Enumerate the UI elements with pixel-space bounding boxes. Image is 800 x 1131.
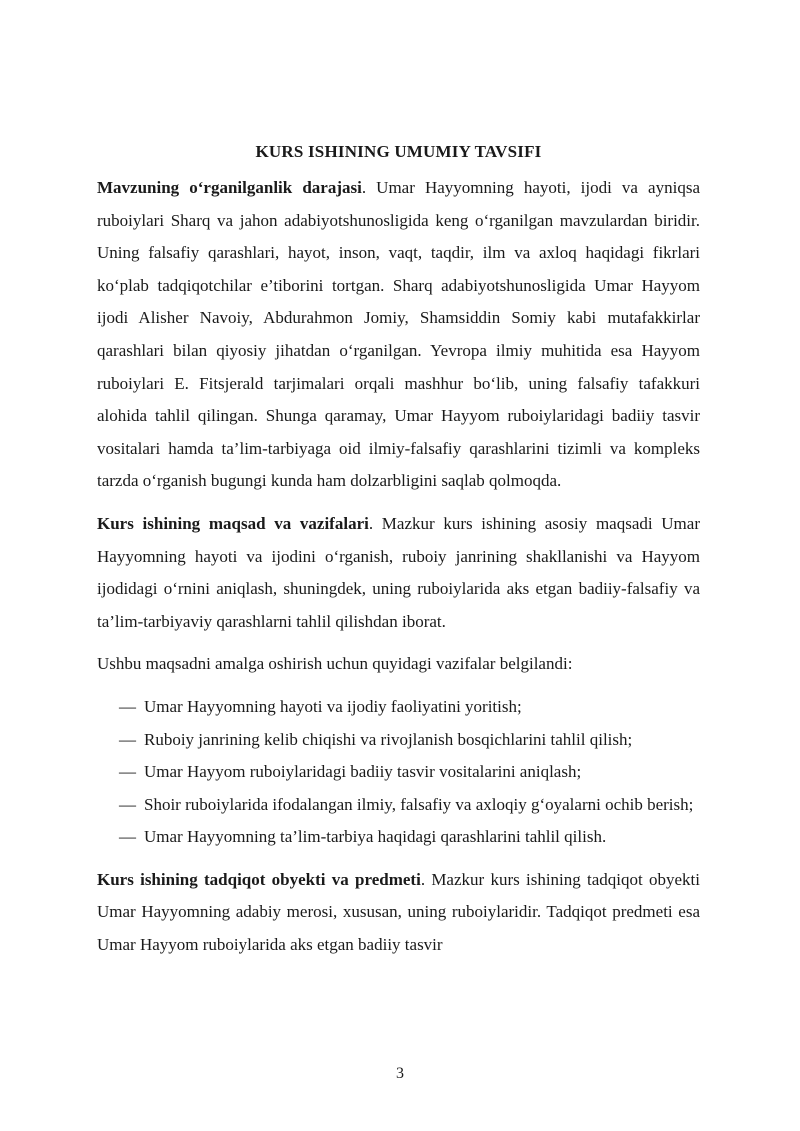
dash-bullet: — xyxy=(119,827,136,847)
paragraph-object xyxy=(97,864,700,962)
list-item xyxy=(97,821,700,854)
document-title: KURS ISHINING UMUMIY TAVSIFI xyxy=(255,142,542,161)
tasks-intro: Ushbu maqsadni amalga oshirish uchun quyidagi vazifalar belgilandi: xyxy=(97,654,573,674)
section-heading-goals: Kurs ishining maqsad va vazifalari xyxy=(97,513,369,533)
document-page xyxy=(97,140,700,972)
dash-bullet: — xyxy=(119,794,136,814)
section-heading-object: Kurs ishining tadqiqot obyekti va predmeti xyxy=(97,869,421,889)
list-item xyxy=(97,789,700,822)
task-list xyxy=(97,691,700,854)
dash-bullet: — xyxy=(119,696,136,716)
list-item xyxy=(97,756,700,789)
paragraph-text: . Mazkur kurs ishining asosiy maqsadi Umar Hayyomning hayoti va ijodini o‘rganish, ruboiy janrining shakllanishi va Hayyom ijodidagi o‘rnini aniqlash, shuningdek, uning ruboiylarida aks etgan badiiy-falsafiy va ta’lim-tarbiyaviy qarashlarni tahlil qilishdan iborat. xyxy=(97,513,700,631)
dash-bullet: — xyxy=(119,762,136,782)
list-item-text: Shoir ruboiylarida ifodalangan ilmiy, falsafiy va axloqiy g‘oyalarni ochib berish; xyxy=(144,794,694,814)
paragraph-goals xyxy=(97,508,700,638)
page-number: 3 xyxy=(396,1065,404,1082)
list-item-text: Ruboiy janrining kelib chiqishi va rivojlanish bosqichlarini tahlil qilish; xyxy=(144,729,633,749)
paragraph-study-degree xyxy=(97,172,700,498)
list-item xyxy=(97,724,700,757)
list-item-text: Umar Hayyom ruboiylaridagi badiiy tasvir vositalarini aniqlash; xyxy=(144,762,582,782)
list-item xyxy=(97,691,700,724)
paragraph-text: . Umar Hayyomning hayoti, ijodi va ayniqsa ruboiylari Sharq va jahon adabiyotshunosligida keng o‘rganilgan mavzulardan biridir. Uning falsafiy qarashlari, hayot, inson, vaqt, taqdir, ilm va axloq haqidagi fikrlari ko‘plab tadqiqotchilar e’tiborini tortgan. Sharq adabiyotshunosligida Umar Hayyom ijodi Alisher Navoiy, Abdurahmon Jomiy, Shamsiddin Somiy kabi mutafakkirlar qarashlari bilan qiyosiy jihatdan o‘rganilgan. Yevropa ilmiy muhitida esa Hayyom ruboiylari E. Fitsjerald tarjimalari orqali mashhur bo‘lib, uning falsafiy tafakkuri alohida tahlil qilingan. Shunga qaramay, Umar Hayyom ruboiylaridagi badiiy tasvir vositalari hamda ta’lim-tarbiyaga oid ilmiy-falsafiy qarashlarini tizimli va kompleks tarzda o‘rganish bugungi kunda ham dolzarbligini saqlab qolmoqda. xyxy=(97,178,700,491)
dash-bullet: — xyxy=(119,729,136,749)
list-item-text: Umar Hayyomning hayoti va ijodiy faoliyatini yoritish; xyxy=(144,696,522,716)
section-heading-study-degree: Mavzuning o‘rganilganlik darajasi xyxy=(97,178,362,197)
list-item-text: Umar Hayyomning ta’lim-tarbiya haqidagi qarashlarini tahlil qilish. xyxy=(144,827,607,847)
paragraph-text: . Mazkur kurs ishining tadqiqot obyekti Umar Hayyomning adabiy merosi, xususan, uning ruboiylaridir. Tadqiqot predmeti esa Umar Hayyom ruboiylarida aks etgan badiiy tasvir xyxy=(97,869,700,955)
